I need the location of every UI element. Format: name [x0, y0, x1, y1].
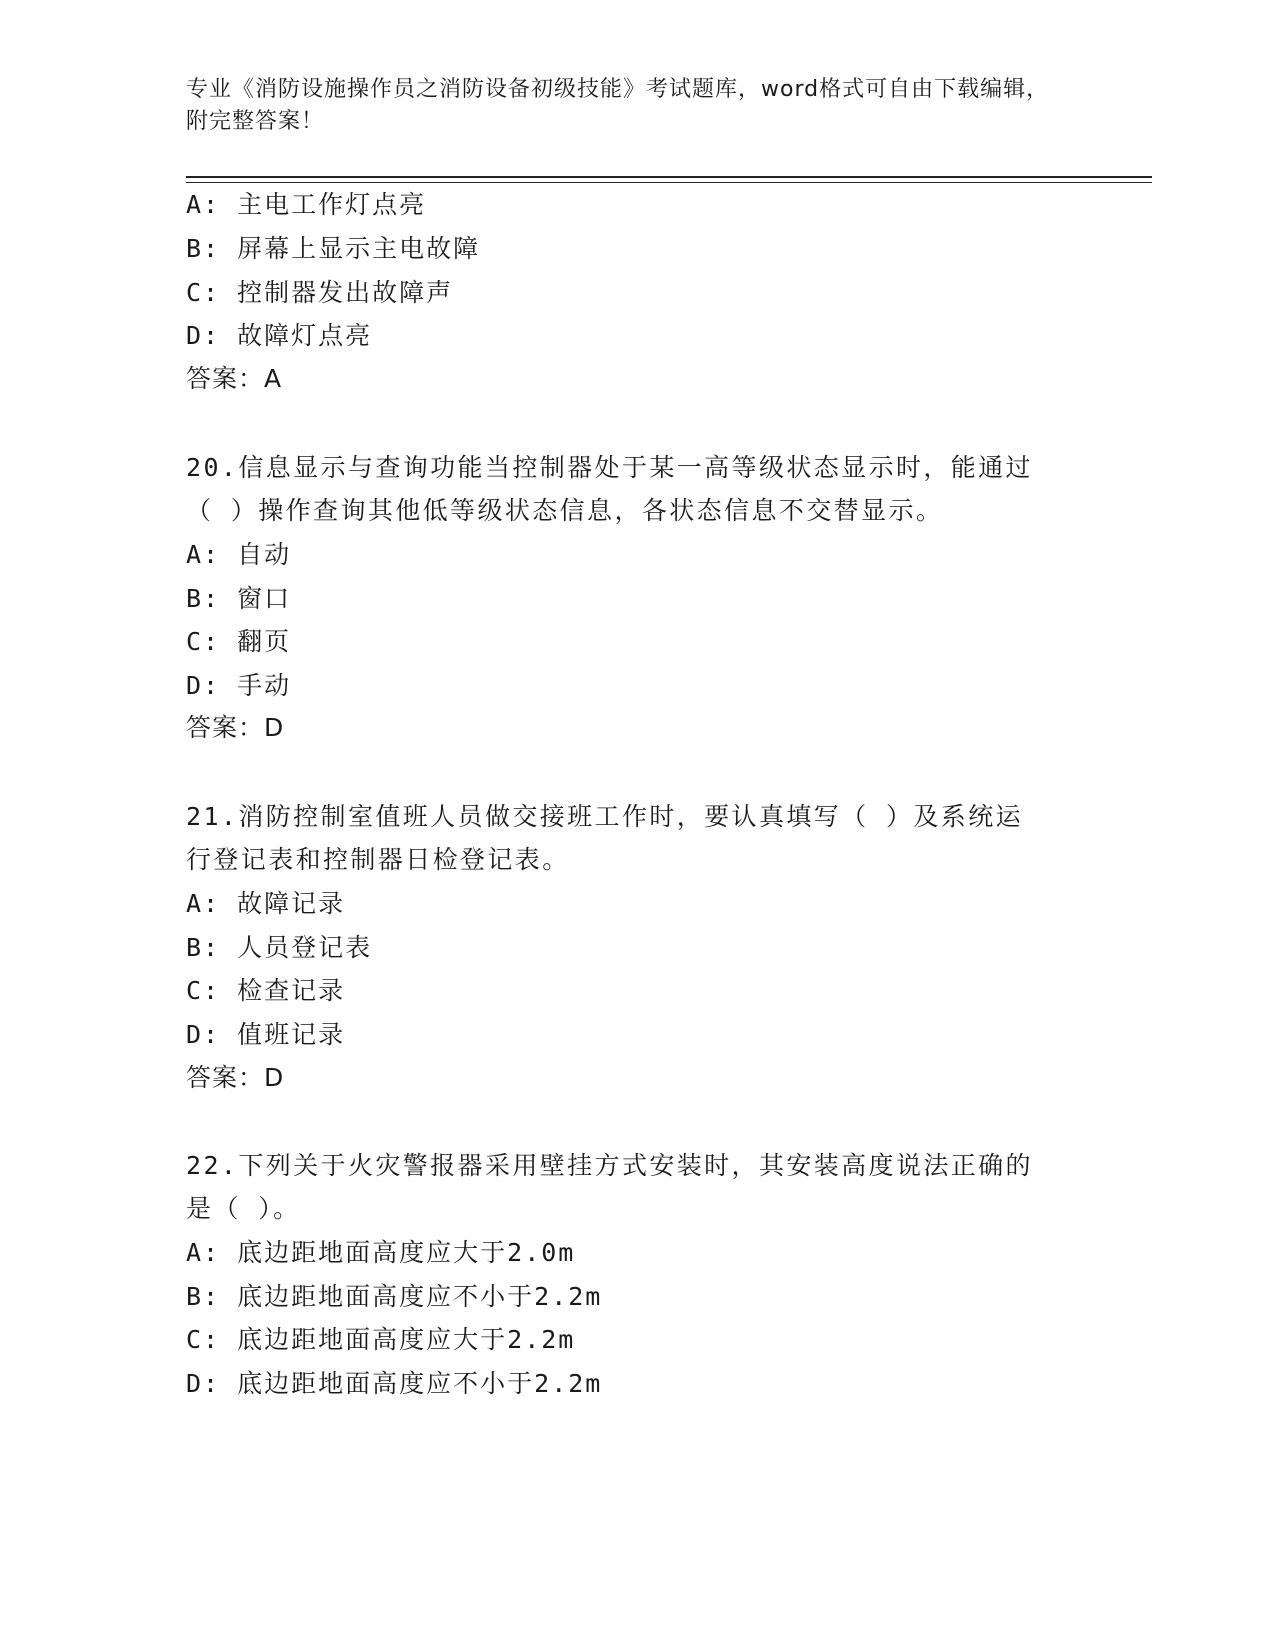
q22-option-d: D: 底边距地面高度应不小于2.2m [186, 1369, 603, 1398]
q19-answer: 答案：A [186, 364, 283, 393]
q22-option-b: B: 底边距地面高度应不小于2.2m [186, 1282, 603, 1311]
q22-stem-line1: 22.下列关于火灾警报器采用壁挂方式安装时，其安装高度说法正确的 [186, 1151, 1033, 1180]
q19-option-a: A: 主电工作灯点亮 [186, 190, 427, 219]
q19-option-b: B: 屏幕上显示主电故障 [186, 234, 481, 263]
q20-option-a: A: 自动 [186, 540, 292, 569]
q21-option-b: B: 人员登记表 [186, 933, 373, 962]
q21-option-c: C: 检查记录 [186, 976, 346, 1005]
document-header-intro: 专业《消防设施操作员之消防设备初级技能》考试题库，word格式可自由下载编辑，附完整答案！ [186, 77, 1050, 134]
header-divider-bottom [186, 182, 1152, 183]
header-divider-top [186, 176, 1152, 178]
q20-stem-line1: 20.信息显示与查询功能当控制器处于某一高等级状态显示时，能通过 [186, 453, 1033, 482]
q19-option-d: D: 故障灯点亮 [186, 321, 373, 350]
q21-answer: 答案：D [186, 1063, 285, 1092]
q20-option-b: B: 窗口 [186, 584, 292, 613]
q21-stem-line2: 行登记表和控制器日检登记表。 [186, 845, 570, 874]
q22-stem-line2: 是（ ）。 [186, 1194, 301, 1223]
q22-option-c: C: 底边距地面高度应大于2.2m [186, 1325, 576, 1354]
q19-option-c: C: 控制器发出故障声 [186, 278, 454, 307]
q20-option-d: D: 手动 [186, 671, 292, 700]
q22-option-a: A: 底边距地面高度应大于2.0m [186, 1238, 576, 1267]
q21-option-d: D: 值班记录 [186, 1020, 346, 1049]
q21-option-a: A: 故障记录 [186, 889, 346, 918]
q20-stem-line2: （ ）操作查询其他低等级状态信息，各状态信息不交替显示。 [186, 496, 944, 525]
q20-option-c: C: 翻页 [186, 627, 292, 656]
q20-answer: 答案：D [186, 713, 285, 742]
q21-stem-line1: 21.消防控制室值班人员做交接班工作时，要认真填写（ ）及系统运 [186, 802, 1024, 831]
